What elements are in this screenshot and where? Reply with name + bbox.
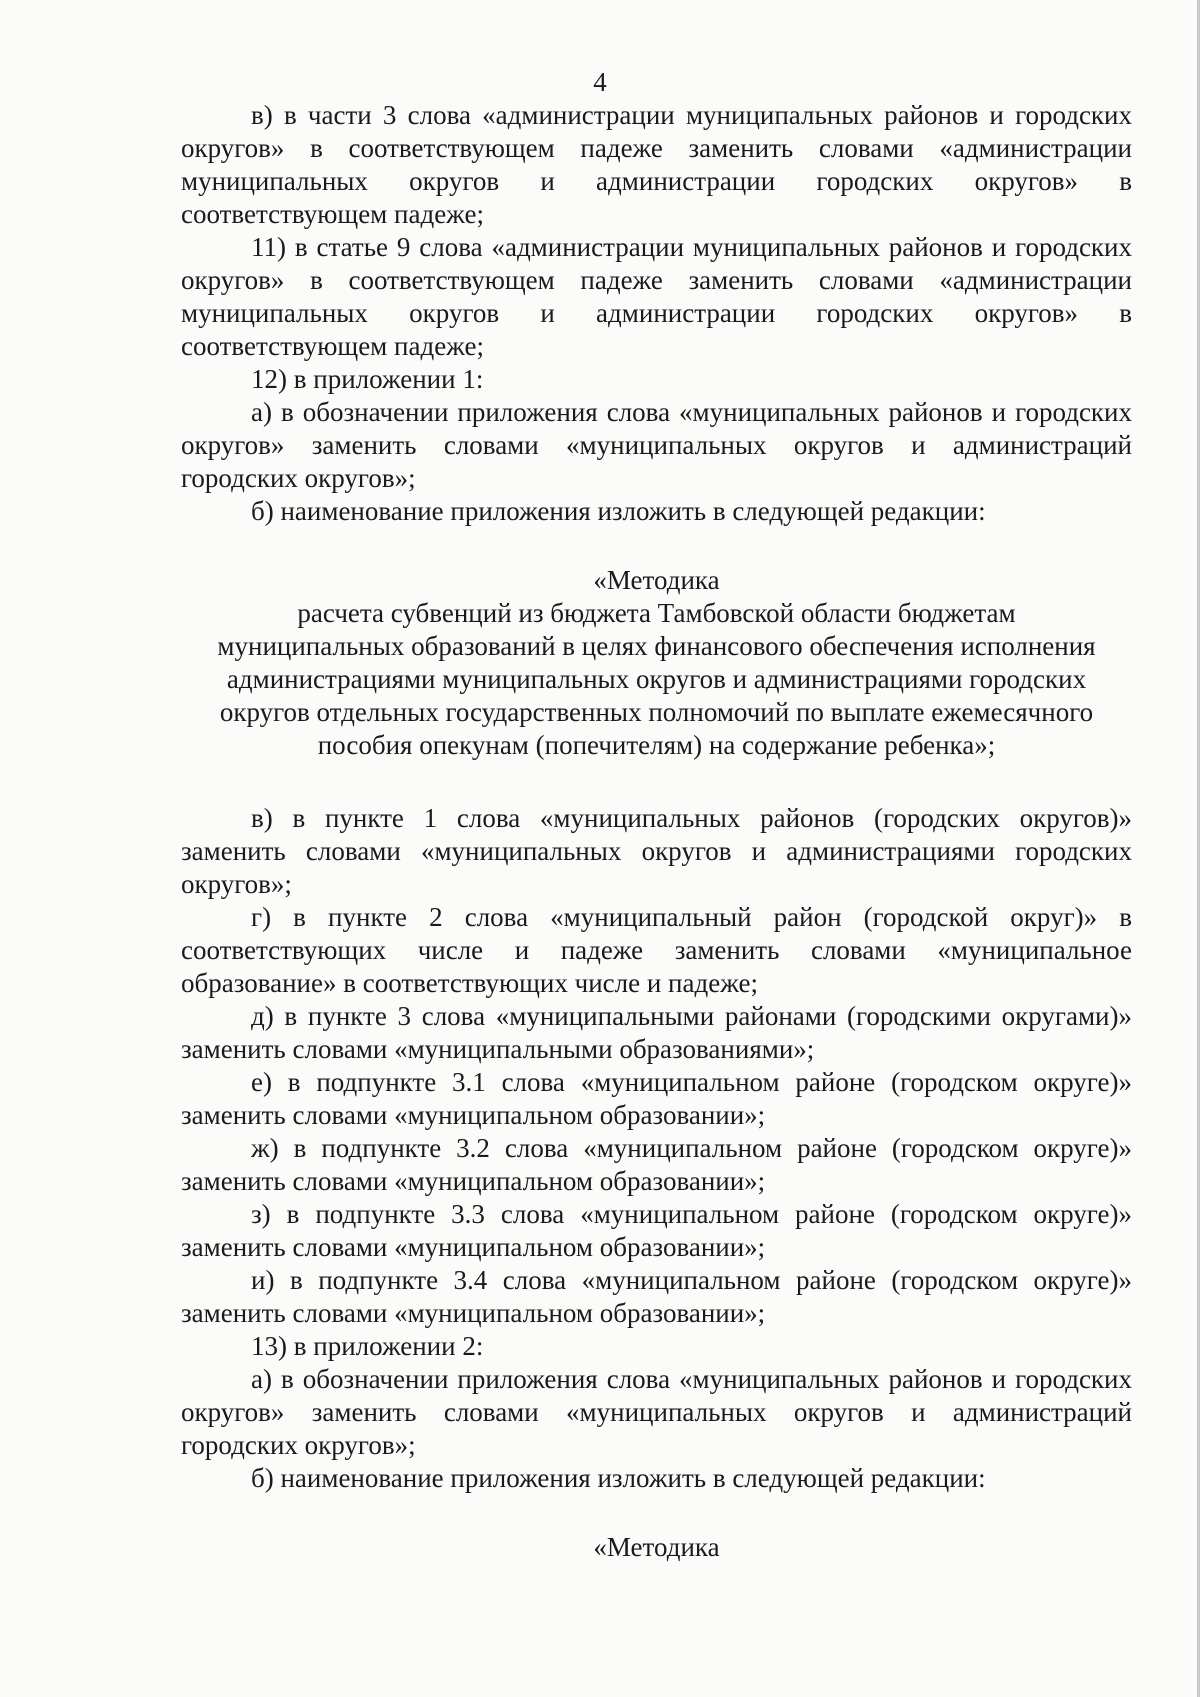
paragraph-v-part3: в) в части 3 слова «администрации муниципальных районов и городских округов» в соответствующем падеже заменить словами «администрации муниципальных округов и администрации городских округов» в соответствующем падеже; — [181, 100, 1132, 229]
paragraph-a-appendix2: а) в обозначении приложения слова «муниципальных районов и городских округов» заменить словами «муниципальных округов и администраций городских округов»; — [181, 1364, 1132, 1460]
methodology-line: расчета субвенций из бюджета Тамбовской области бюджетам — [297, 598, 1016, 628]
paragraph-12-appendix1: 12) в приложении 1: — [251, 364, 484, 394]
paragraph-zh-subpoint32: ж) в подпункте 3.2 слова «муниципальном районе (городском округе)» заменить словами «муниципальном образовании»; — [181, 1133, 1132, 1196]
methodology-title-2: «Методика — [593, 1532, 720, 1562]
methodology-heading-1 — [181, 564, 1132, 762]
paragraph-d-point3: д) в пункте 3 слова «муниципальными районами (городскими округами)» заменить словами «муниципальными образованиями»; — [181, 1001, 1132, 1064]
paragraph-b-appendix1: б) наименование приложения изложить в следующей редакции: — [251, 496, 986, 526]
paragraph-i-subpoint34: и) в подпункте 3.4 слова «муниципальном районе (городском округе)» заменить словами «муниципальном образовании»; — [181, 1265, 1132, 1328]
methodology-line: муниципальных образований в целях финансового обеспечения исполнения — [217, 631, 1096, 661]
spacer — [181, 528, 1132, 564]
paragraph-g-point2: г) в пункте 2 слова «муниципальный район (городской округ)» в соответствующих числе и падеже заменить словами «муниципальное образование» в соответствующих числе и падеже; — [181, 902, 1132, 998]
paragraph-z-subpoint33: з) в подпункте 3.3 слова «муниципальном районе (городском округе)» заменить словами «муниципальном образовании»; — [181, 1199, 1132, 1262]
paragraph-e-subpoint31: е) в подпункте 3.1 слова «муниципальном районе (городском округе)» заменить словами «муниципальном образовании»; — [181, 1067, 1132, 1130]
paragraph-13-appendix2: 13) в приложении 2: — [251, 1331, 484, 1361]
paragraph-a-appendix1: а) в обозначении приложения слова «муниципальных районов и городских округов» заменить словами «муниципальных округов и администраций городских округов»; — [181, 397, 1132, 493]
paragraph-b-appendix2: б) наименование приложения изложить в следующей редакции: — [251, 1463, 986, 1493]
paragraph-11-article9: 11) в статье 9 слова «администрации муниципальных районов и городских округов» в соответствующем падеже заменить словами «администрации муниципальных округов и администрации городских округов» в соответствующем падеже; — [181, 232, 1132, 361]
methodology-line: округов отдельных государственных полномочий по выплате ежемесячного — [219, 697, 1094, 727]
methodology-title: «Методика — [593, 565, 720, 595]
paragraph-v-point1: в) в пункте 1 слова «муниципальных районов (городских округов)» заменить словами «муниципальных округов и администрациями городских округов»; — [181, 803, 1132, 899]
spacer — [181, 762, 1132, 802]
methodology-line: администрациями муниципальных округов и администрациями городских — [226, 664, 1087, 694]
spacer — [181, 1495, 1132, 1531]
methodology-line: пособия опекунам (попечителям) на содержание ребенка»; — [317, 730, 996, 760]
document-body — [181, 99, 1132, 1564]
page-number: 4 — [593, 67, 607, 97]
